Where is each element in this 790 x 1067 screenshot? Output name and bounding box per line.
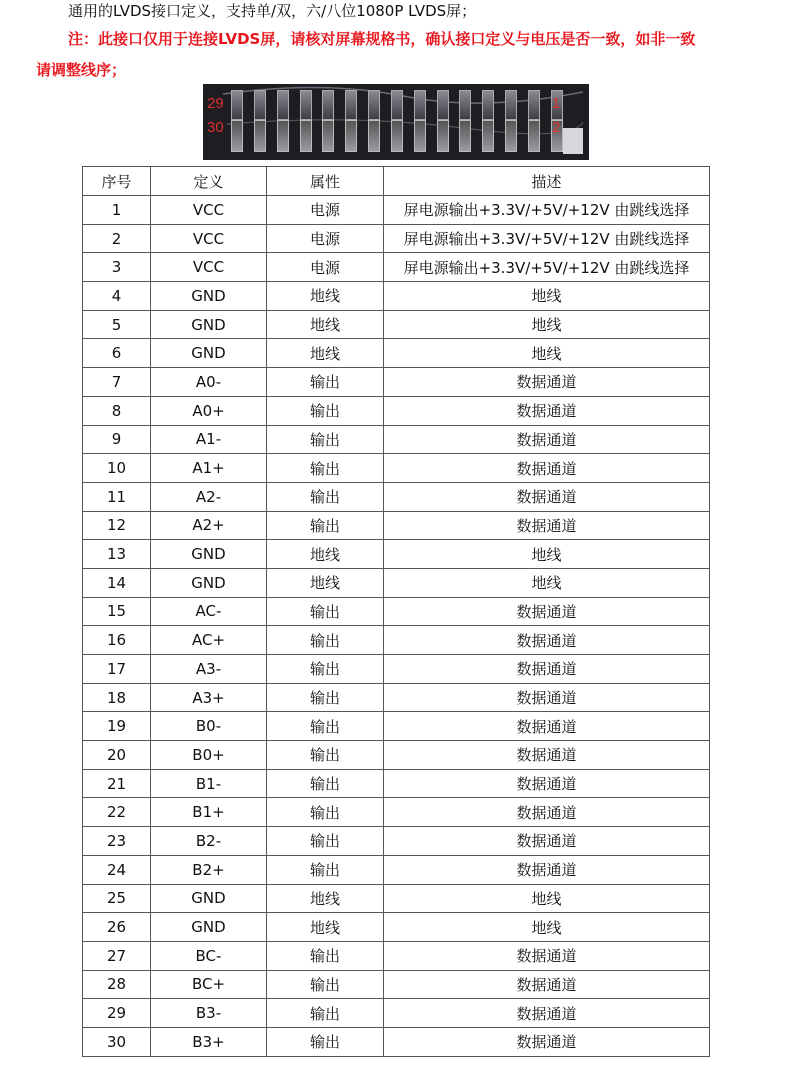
cell-index: 29: [83, 999, 151, 1028]
table-row: [83, 568, 710, 597]
cell-definition: B0-: [151, 712, 267, 741]
cell-index: 8: [83, 396, 151, 425]
table-row: [83, 970, 710, 999]
header-index: 序号: [83, 167, 151, 196]
cell-attribute: 输出: [267, 597, 384, 626]
table-row: [83, 1027, 710, 1056]
header-definition: 定义: [151, 167, 267, 196]
cell-index: 25: [83, 884, 151, 913]
cell-description: 数据通道: [384, 827, 710, 856]
header-description: 描述: [384, 167, 710, 196]
cell-description: 屏电源输出+3.3V/+5V/+12V 由跳线选择: [384, 196, 710, 225]
cell-description: 数据通道: [384, 425, 710, 454]
cell-definition: GND: [151, 540, 267, 569]
cell-definition: GND: [151, 913, 267, 942]
cell-definition: VCC: [151, 224, 267, 253]
cell-attribute: 输出: [267, 454, 384, 483]
cell-definition: B1-: [151, 769, 267, 798]
connector-pin: [505, 90, 517, 120]
cell-definition: A1+: [151, 454, 267, 483]
table-row: [83, 224, 710, 253]
cell-index: 17: [83, 655, 151, 684]
table-row: [83, 511, 710, 540]
cell-attribute: 输出: [267, 712, 384, 741]
cell-attribute: 地线: [267, 310, 384, 339]
table-row: [83, 540, 710, 569]
cell-description: 数据通道: [384, 597, 710, 626]
cell-attribute: 输出: [267, 396, 384, 425]
cell-definition: A3+: [151, 683, 267, 712]
cell-attribute: 输出: [267, 970, 384, 999]
table-row: [83, 798, 710, 827]
cell-description: 数据通道: [384, 683, 710, 712]
cell-attribute: 输出: [267, 368, 384, 397]
connector-pin: [528, 120, 540, 152]
cell-definition: VCC: [151, 253, 267, 282]
cell-definition: BC-: [151, 941, 267, 970]
warning-note-line-1: 注：此接口仅用于连接LVDS屏，请核对屏幕规格书，确认接口定义与电压是否一致，如非一致: [68, 30, 696, 48]
cell-index: 13: [83, 540, 151, 569]
cell-index: 3: [83, 253, 151, 282]
cell-description: 地线: [384, 282, 710, 311]
cell-attribute: 地线: [267, 540, 384, 569]
cell-definition: B0+: [151, 741, 267, 770]
cell-definition: AC+: [151, 626, 267, 655]
cell-index: 18: [83, 683, 151, 712]
cell-attribute: 输出: [267, 827, 384, 856]
connector-pin: [505, 120, 517, 152]
cell-definition: B2-: [151, 827, 267, 856]
connector-pin: [277, 120, 289, 152]
cell-description: 屏电源输出+3.3V/+5V/+12V 由跳线选择: [384, 224, 710, 253]
cell-attribute: 输出: [267, 1027, 384, 1056]
connector-pin: [231, 90, 243, 120]
cell-description: 地线: [384, 913, 710, 942]
table-row: [83, 626, 710, 655]
pin-label-1: 1: [552, 95, 561, 112]
cell-definition: GND: [151, 282, 267, 311]
cell-index: 27: [83, 941, 151, 970]
connector-pin: [300, 90, 312, 120]
connector-pin: [322, 120, 334, 152]
cell-attribute: 地线: [267, 282, 384, 311]
cell-index: 19: [83, 712, 151, 741]
cell-description: 数据通道: [384, 1027, 710, 1056]
cell-attribute: 输出: [267, 741, 384, 770]
cell-attribute: 地线: [267, 913, 384, 942]
cell-definition: VCC: [151, 196, 267, 225]
cell-index: 15: [83, 597, 151, 626]
cell-definition: B3+: [151, 1027, 267, 1056]
cell-index: 10: [83, 454, 151, 483]
connector-pin: [277, 90, 289, 120]
cell-description: 地线: [384, 540, 710, 569]
cell-index: 1: [83, 196, 151, 225]
intro-text: 通用的LVDS接口定义，支持单/双，六/八位1080P LVDS屏；: [68, 2, 477, 20]
cell-definition: GND: [151, 568, 267, 597]
cell-definition: B3-: [151, 999, 267, 1028]
cell-definition: AC-: [151, 597, 267, 626]
cell-description: 屏电源输出+3.3V/+5V/+12V 由跳线选择: [384, 253, 710, 282]
connector-pin: [459, 120, 471, 152]
table-row: [83, 368, 710, 397]
warning-note-line-2: 请调整线序；: [36, 61, 127, 79]
cell-description: 数据通道: [384, 712, 710, 741]
cell-attribute: 电源: [267, 224, 384, 253]
cell-description: 数据通道: [384, 999, 710, 1028]
connector-pin: [437, 120, 449, 152]
cell-definition: A0-: [151, 368, 267, 397]
lvds-connector-photo: [203, 84, 589, 160]
cell-index: 4: [83, 282, 151, 311]
cell-description: 数据通道: [384, 482, 710, 511]
connector-pin: [254, 90, 266, 120]
connector-pin-row-top: [231, 90, 563, 120]
cell-definition: A1-: [151, 425, 267, 454]
connector-pin: [345, 90, 357, 120]
cell-attribute: 输出: [267, 482, 384, 511]
cell-description: 数据通道: [384, 626, 710, 655]
cell-index: 5: [83, 310, 151, 339]
cell-attribute: 输出: [267, 855, 384, 884]
table-row: [83, 884, 710, 913]
cell-description: 地线: [384, 568, 710, 597]
cell-index: 16: [83, 626, 151, 655]
table-row: [83, 941, 710, 970]
cell-description: 数据通道: [384, 396, 710, 425]
connector-pin: [322, 90, 334, 120]
cell-description: 数据通道: [384, 655, 710, 684]
cell-definition: GND: [151, 339, 267, 368]
cell-index: 23: [83, 827, 151, 856]
cell-attribute: 输出: [267, 626, 384, 655]
cell-definition: A2-: [151, 482, 267, 511]
cell-definition: A0+: [151, 396, 267, 425]
cell-index: 28: [83, 970, 151, 999]
table-row: [83, 425, 710, 454]
table-row: [83, 253, 710, 282]
connector-pin: [414, 120, 426, 152]
cell-description: 数据通道: [384, 970, 710, 999]
cell-definition: B2+: [151, 855, 267, 884]
cell-description: 地线: [384, 339, 710, 368]
table-row: [83, 913, 710, 942]
table-row: [83, 712, 710, 741]
cell-description: 数据通道: [384, 855, 710, 884]
connector-pin: [254, 120, 266, 152]
pin-label-30: 30: [207, 119, 224, 136]
table-row: [83, 282, 710, 311]
table-header-row: [83, 167, 710, 196]
cell-attribute: 电源: [267, 253, 384, 282]
table-row: [83, 454, 710, 483]
table-row: [83, 310, 710, 339]
cell-attribute: 地线: [267, 884, 384, 913]
cell-definition: A2+: [151, 511, 267, 540]
connector-pin: [437, 90, 449, 120]
cell-index: 21: [83, 769, 151, 798]
cell-attribute: 地线: [267, 339, 384, 368]
cell-attribute: 输出: [267, 999, 384, 1028]
cell-index: 22: [83, 798, 151, 827]
cell-definition: BC+: [151, 970, 267, 999]
table-row: [83, 396, 710, 425]
cell-definition: A3-: [151, 655, 267, 684]
table-row: [83, 683, 710, 712]
connector-pin: [391, 120, 403, 152]
table-row: [83, 196, 710, 225]
cell-description: 数据通道: [384, 368, 710, 397]
cell-description: 数据通道: [384, 941, 710, 970]
pin-definition-table: [82, 166, 710, 1057]
connector-pin: [368, 120, 380, 152]
table-row: [83, 482, 710, 511]
connector-pin: [482, 90, 494, 120]
cell-attribute: 地线: [267, 568, 384, 597]
cell-description: 数据通道: [384, 798, 710, 827]
pin-label-29: 29: [207, 95, 224, 112]
table-row: [83, 769, 710, 798]
cell-index: 12: [83, 511, 151, 540]
cell-description: 数据通道: [384, 454, 710, 483]
cell-attribute: 电源: [267, 196, 384, 225]
cell-attribute: 输出: [267, 655, 384, 684]
cell-index: 7: [83, 368, 151, 397]
table-row: [83, 597, 710, 626]
connector-pin: [414, 90, 426, 120]
cell-definition: B1+: [151, 798, 267, 827]
connector-pin: [528, 90, 540, 120]
cell-index: 30: [83, 1027, 151, 1056]
cell-index: 9: [83, 425, 151, 454]
table-row: [83, 855, 710, 884]
cell-attribute: 输出: [267, 683, 384, 712]
connector-pin: [391, 90, 403, 120]
cell-attribute: 输出: [267, 798, 384, 827]
cell-description: 数据通道: [384, 511, 710, 540]
connector-pin: [345, 120, 357, 152]
connector-pin: [300, 120, 312, 152]
cell-index: 14: [83, 568, 151, 597]
cell-description: 数据通道: [384, 769, 710, 798]
table-row: [83, 827, 710, 856]
cell-index: 20: [83, 741, 151, 770]
cell-index: 24: [83, 855, 151, 884]
connector-pin: [231, 120, 243, 152]
cell-definition: GND: [151, 310, 267, 339]
connector-pin: [368, 90, 380, 120]
cell-index: 6: [83, 339, 151, 368]
cell-definition: GND: [151, 884, 267, 913]
cell-index: 26: [83, 913, 151, 942]
connector-pin-row-bottom: [231, 120, 563, 152]
pin-label-2: 2: [552, 119, 561, 136]
table-row: [83, 655, 710, 684]
table-row: [83, 339, 710, 368]
connector-pin: [459, 90, 471, 120]
connector-pin: [482, 120, 494, 152]
table-row: [83, 999, 710, 1028]
cell-attribute: 输出: [267, 511, 384, 540]
cell-index: 2: [83, 224, 151, 253]
cell-description: 数据通道: [384, 741, 710, 770]
table-row: [83, 741, 710, 770]
cell-attribute: 输出: [267, 425, 384, 454]
header-attribute: 属性: [267, 167, 384, 196]
cell-attribute: 输出: [267, 941, 384, 970]
cell-description: 地线: [384, 884, 710, 913]
cell-index: 11: [83, 482, 151, 511]
cell-attribute: 输出: [267, 769, 384, 798]
cell-description: 地线: [384, 310, 710, 339]
